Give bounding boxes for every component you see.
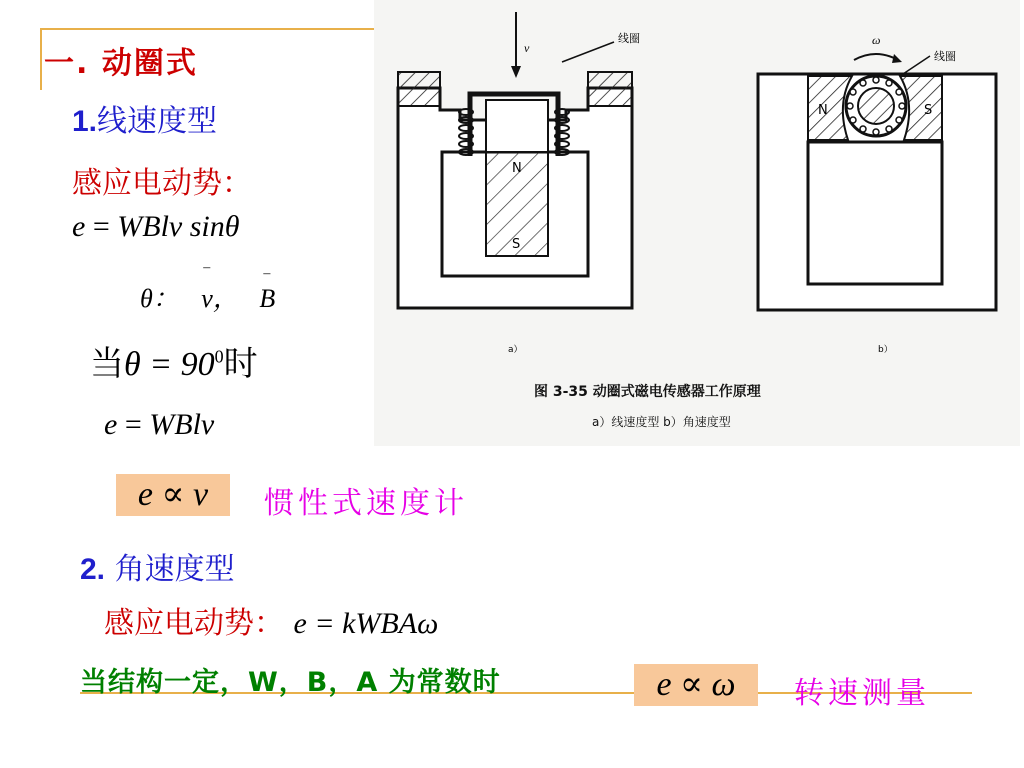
formula-angular: e = kWBAω [293,607,439,640]
formula-emf-simplified [104,408,214,442]
omega-arrowhead [892,54,902,63]
formula-emf-full [72,210,239,244]
section1-number: 1. [72,105,98,138]
pole-n-label: N [818,103,828,118]
top-plate-right [588,72,632,106]
coil-b-label: 线圈 [934,50,956,63]
sensor-figure [374,0,1020,446]
formula2-rhs: WBlv [149,408,215,441]
pole-s-label: S [924,103,933,118]
proportional-v-box: e ∝ v [116,474,230,516]
section1-label: 线速度型 [97,104,218,139]
sensor-diagram-svg [374,0,1020,446]
section2-title [80,544,235,588]
vector-v: v， [201,284,239,313]
emf-label: 感应电动势： [72,166,252,201]
theta-definition [140,260,276,315]
corner-vertical-line [40,28,42,90]
when-expr: θ = 90 [124,346,215,383]
label-a: a） [508,345,523,355]
top-plate-left [398,72,440,106]
figure-subcaption: a）线速度型 b）角速度型 [592,415,731,429]
v-bar: – [203,260,211,275]
section2-number: 2. [80,553,106,586]
inertial-velocity-meter-label: 惯性式速度计 [264,486,468,521]
diagram-linear-velocity [398,12,640,355]
emf-label-2: 感应电动势： [104,606,284,641]
rotor-inner [858,88,894,124]
omega-arc [854,54,898,60]
constant-condition-text: 当结构一定，W，B，A 为常数时 [80,667,501,698]
formula2-eq: = [124,408,142,441]
formula2-lhs: e [104,408,118,441]
label-b: b） [878,345,893,355]
when-suffix: 时 [223,344,258,384]
magnet-a-top [486,100,548,152]
vector-b: B [259,284,276,313]
corner-horizontal-line [40,28,374,30]
section1-title [72,96,217,140]
coil-a-label: 线圈 [618,32,640,45]
omega-label: ω [872,33,881,47]
velocity-label: v [524,41,530,55]
when-prefix: 当 [90,344,124,384]
formula1-lhs: e [72,210,86,243]
cavity-b [808,142,942,284]
diagram-angular-velocity [758,33,996,355]
slide-heading: 一. 动圈式 [44,46,198,81]
magnet-a-s: S [512,237,521,252]
coil-a-leader [562,42,614,62]
b-bar: – [263,266,271,281]
figure-caption: 图 3-35 动圈式磁电传感器工作原理 [534,384,761,400]
formula1-eq: = [92,210,110,243]
when-sup: 0 [214,346,224,367]
formula1-rhs: WBlv sinθ [117,210,240,243]
theta-symbol: θ： [140,284,179,313]
velocity-arrowhead [511,66,521,78]
emf-angular-line [104,598,438,642]
proportional-omega-box: e ∝ ω [634,664,758,706]
when-theta-line [90,336,258,385]
magnet-a-n: N [512,161,522,176]
section2-label: 角速度型 [105,552,235,587]
speed-measurement-label: 转速测量 [794,676,930,711]
